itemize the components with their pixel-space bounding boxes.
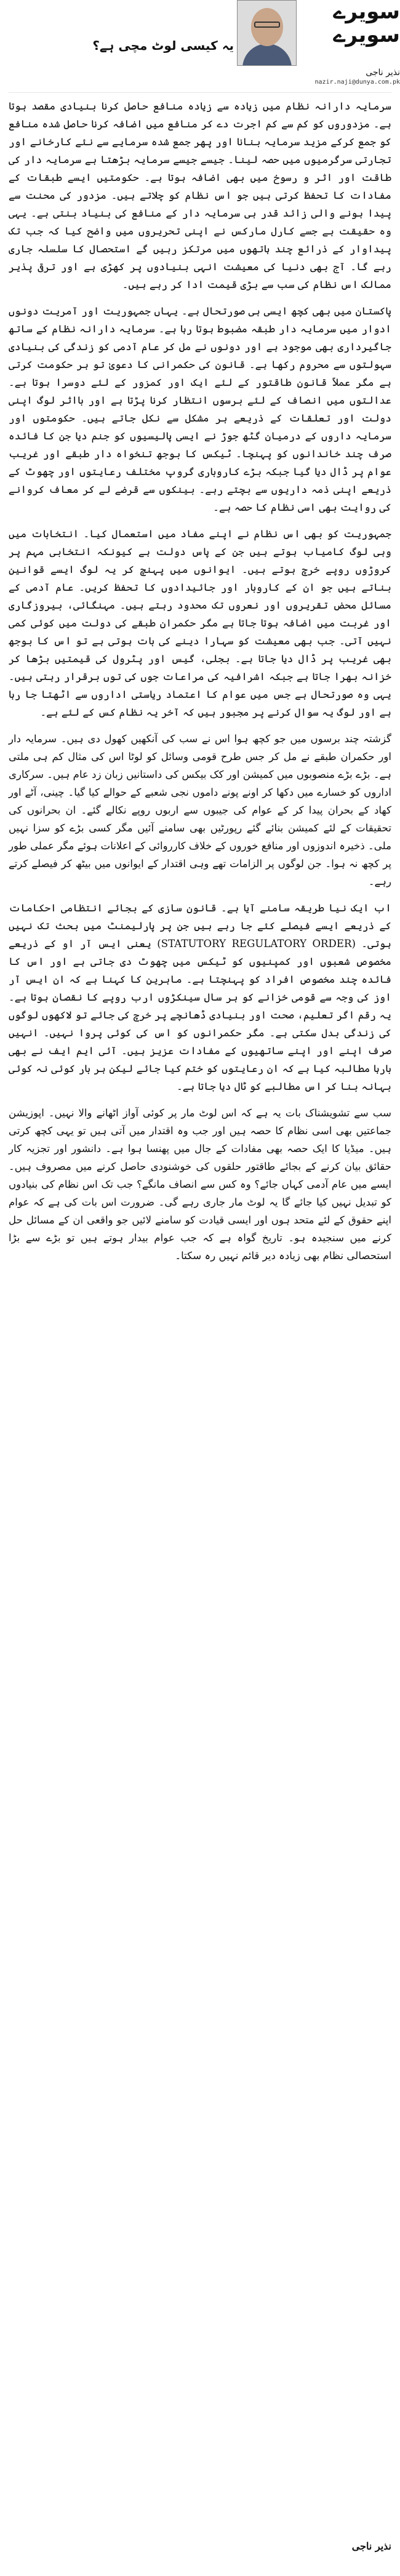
article-paragraph: پاکستان میں بھی کچھ ایسی ہی صورتحال ہے۔ یہاں جمہوریت اور آمریت دونوں ادوار میں سرمایہ دار طبقہ مضبوط ہوتا رہا ہے۔ سرمایہ دارانہ نظام کے ساتھ جاگیرداری بھی موجود ہے اور دونوں نے مل کر عام آدمی کو زندگی کی بنیادی سہولتوں سے محروم رکھا ہے۔ قانون کی حکمرانی کا دعویٰ تو ہر حکومت کرتی ہے مگر عملاً قانون طاقتور کے لئے ایک اور کمزور کے لئے دوسرا ہوتا ہے۔ عدالتوں میں انصاف کے لئے برسوں انتظار کرنا پڑتا ہے اور بااثر لوگ اپنی دولت اور تعلقات کے ذریعے ہر مشکل سے نکل جاتے ہیں۔ حکومتوں اور سرمایہ داروں کے درمیان گٹھ جوڑ نے ایسی پالیسیوں کو جنم دیا جن کا فائدہ صرف چند خاندانوں کو پہنچا۔ ٹیکس کا بوجھ تنخواہ دار طبقے اور غریب عوام پر ڈال دیا گیا جبکہ بڑے کاروباری گروپ مختلف رعایتوں اور چھوٹ کے ذریعے اپنی ذمہ داریوں سے بچتے رہے۔ بینکوں سے قرضے لے کر معاف کروانے کی روایت بھی اسی نظام کا حصہ ہے۔ — [9, 305, 391, 513]
author-photo-shoulders — [242, 44, 292, 66]
author-photo-glasses — [254, 22, 280, 28]
author-name: نذیر ناجی — [366, 68, 400, 78]
column-header — [0, 0, 400, 92]
article-body — [9, 97, 391, 1273]
header-divider — [9, 92, 391, 93]
article-paragraph: سرمایہ دارانہ نظام میں زیادہ سے زیادہ منافع حاصل کرنا بنیادی مقصد ہوتا ہے۔ مزدوروں کو کم سے کم اجرت دے کر منافع میں اضافہ کرنا حاصل شدہ منافع کو جمع کرکے مزید سرمایہ بنانا اور پھر جمع شدہ سرمایے سے نئے کارخانے اور تجارتی سرگرمیوں میں حصہ لینا۔ جیسے جیسے سرمایہ بڑھتا ہے سرمایہ دار کی طاقت اور اثر و رسوخ میں بھی اضافہ ہوتا ہے۔ حکومتیں ایسے طبقات کے مفادات کا تحفظ کرتی ہیں جو اس نظام کو چلاتے ہیں۔ مزدور کی محنت سے پیدا ہونے والی زائد قدر ہی سرمایہ دار کے منافع کی بنیاد بنتی ہے۔ یہی وہ حقیقت ہے جسے کارل مارکس نے اپنی تحریروں میں واضح کیا کہ جب تک پیداوار کے ذرائع چند ہاتھوں میں مرتکز رہیں گے استحصال کا سلسلہ جاری رہے گا۔ آج بھی دنیا کی معیشت انہی بنیادوں پر کھڑی ہے اور ترقی پذیر ممالک اس نظام کی سب سے بڑی قیمت ادا کر رہے ہیں۔ — [9, 100, 391, 290]
author-signature: نذیر ناجی — [351, 2540, 391, 2552]
article-paragraph: جمہوریت کو بھی اس نظام نے اپنے مفاد میں استعمال کیا۔ انتخابات میں وہی لوگ کامیاب ہوتے ہیں جن کے پاس دولت ہے کیونکہ انتخابی مہم پر کروڑوں روپے خرچ ہوتے ہیں۔ ایوانوں میں پہنچ کر یہ لوگ ایسے قوانین بناتے ہیں جو ان کے کاروبار اور جائیدادوں کا تحفظ کریں۔ عام آدمی کے مسائل محض تقریروں اور نعروں تک محدود رہتے ہیں۔ مہنگائی، بیروزگاری اور غربت میں اضافہ ہوتا جاتا ہے مگر حکمران طبقے کی دولت میں کوئی کمی نہیں آتی۔ جب بھی معیشت کو سہارا دینے کی بات ہوتی ہے تو اس کا بوجھ بھی غریب پر ڈال دیا جاتا ہے۔ بجلی، گیس اور پٹرول کی قیمتیں بڑھا کر خزانہ بھرا جاتا ہے جبکہ اشرافیہ کی مراعات جوں کی توں برقرار رہتی ہیں۔ یہی وہ صورتحال ہے جس میں عوام کا اعتماد ریاستی اداروں سے اٹھتا جا رہا ہے اور لوگ یہ سوال کرنے پر مجبور ہیں کہ آخر یہ نظام کس کے لئے ہے۔ — [9, 528, 391, 718]
article-paragraph: اب ایک نیا طریقہ سامنے آیا ہے۔ قانون سازی کے بجائے انتظامی احکامات کے ذریعے ایسے فیصلے کئے جا رہے ہیں جن پر پارلیمنٹ میں بحث تک نہیں ہوتی۔ (STATUTORY REGULATORY ORDER) یعنی ایس آر او کے ذریعے مخصوص شعبوں اور کمپنیوں کو ٹیکس میں چھوٹ دی جاتی ہے اور اس کا فائدہ چند مخصوص افراد کو پہنچتا ہے۔ ماہرین کا کہنا ہے کہ ان ایس آر اوز کی وجہ سے قومی خزانے کو ہر سال سینکڑوں ارب روپے کا نقصان ہوتا ہے۔ یہ رقم اگر تعلیم، صحت اور بنیادی ڈھانچے پر خرچ کی جائے تو لاکھوں لوگوں کی زندگی بدل سکتی ہے۔ مگر حکمرانوں کو اس کی کوئی پروا نہیں۔ انہیں صرف اپنے اور اپنے ساتھیوں کے مفادات عزیز ہیں۔ آئی ایم ایف نے بھی بارہا مطالبہ کیا ہے کہ ان رعایتوں کو ختم کیا جائے لیکن ہر بار کوئی نہ کوئی بہانہ بنا کر اس مطالبے کو ٹال دیا جاتا ہے۔ — [9, 902, 391, 1092]
article-paragraph: سب سے تشویشناک بات یہ ہے کہ اس لوٹ مار پر کوئی آواز اٹھانے والا نہیں۔ اپوزیشن جماعتیں بھی اسی نظام کا حصہ ہیں اور جب وہ اقتدار میں آتی ہیں تو یہی کچھ کرتی ہیں۔ میڈیا کا ایک حصہ بھی مفادات کے جال میں پھنسا ہوا ہے۔ دانشور اور تجزیہ کار حقائق بیان کرنے کے بجائے طاقتور حلقوں کی خوشنودی حاصل کرنے میں مصروف ہیں۔ ایسے میں عام آدمی کہاں جائے؟ وہ کس سے انصاف مانگے؟ جب تک اس نظام کی بنیادوں کو تبدیل نہیں کیا جائے گا یہ لوٹ مار جاری رہے گی۔ ضرورت اس بات کی ہے کہ عوام اپنے حقوق کے لئے متحد ہوں اور ایسی قیادت کو سامنے لائیں جو واقعی ان کے مسائل حل کرنے میں سنجیدہ ہو۔ تاریخ گواہ ہے کہ جب عوام بیدار ہوتے ہیں تو بڑے سے بڑا استحصالی نظام بھی زیادہ دیر قائم نہیں رہ سکتا۔ — [9, 1107, 391, 1262]
column-brand-line-2: سویرے — [333, 23, 400, 47]
column-brand-line-1: سویرے — [333, 0, 400, 24]
article-paragraph: گزشتہ چند برسوں میں جو کچھ ہوا اس نے سب کی آنکھیں کھول دی ہیں۔ سرمایہ دار اور حکمران طبقے نے مل کر جس طرح قومی وسائل کو لوٹا اس کی مثال کم ہی ملتی ہے۔ بڑے بڑے منصوبوں میں کمیشن اور کک بیکس کی داستانیں زبان زد عام ہیں۔ سرکاری اداروں کو خسارے میں دکھا کر اونے پونے داموں نجی شعبے کے حوالے کیا گیا۔ چینی، آٹے اور کھاد کے بحران پیدا کر کے عوام کی جیبوں سے اربوں روپے نکالے گئے۔ ان بحرانوں کی تحقیقات کے لئے کمیشن بنائے گئے رپورٹیں بھی سامنے آئیں مگر کسی بڑے کو سزا نہیں ملی۔ ذخیرہ اندوزوں اور منافع خوروں کے خلاف کارروائی کے اعلانات ہوئے مگر عملی طور پر کچھ نہ ہوا۔ جن لوگوں پر الزامات تھے وہی اقتدار کے ایوانوں میں بیٹھ کر فیصلے کرتے رہے۔ — [9, 733, 391, 887]
author-email: nazir.naji@dunya.com.pk — [314, 79, 400, 86]
author-photo — [237, 0, 297, 66]
article-title: یہ کیسی لوٹ مچی ہے؟ — [92, 38, 234, 53]
column-brand — [297, 0, 400, 65]
